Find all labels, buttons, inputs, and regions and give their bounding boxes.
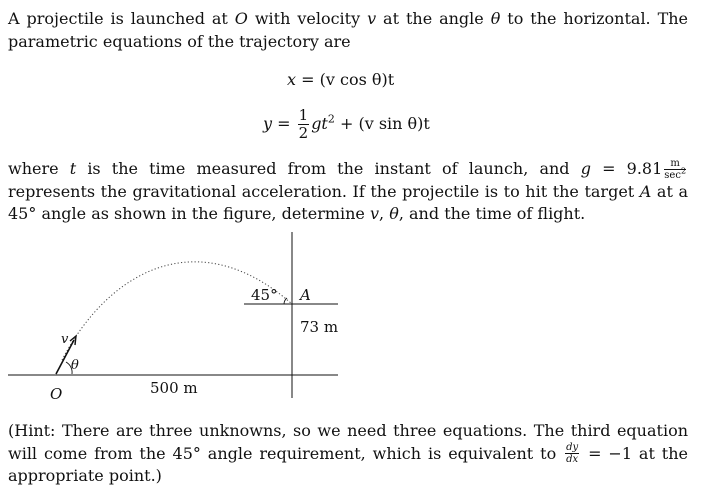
trajectory-diagram	[0, 228, 709, 414]
where-text-6: , and the time of flight.	[398, 204, 586, 223]
origin-label: O	[50, 385, 63, 403]
derivative-numerator	[565, 443, 579, 454]
intro-paragraph	[8, 8, 688, 53]
theta-label: θ	[71, 358, 79, 373]
equation-x	[287, 70, 394, 89]
trajectory-path	[62, 262, 292, 360]
x-equals: =	[301, 70, 315, 89]
hint-paragraph	[8, 420, 688, 488]
velocity-symbol: v	[367, 9, 377, 28]
gt-term: gt	[311, 114, 328, 133]
distance-label: 500 m	[150, 379, 198, 397]
unit-exponent: 2	[680, 166, 687, 176]
fraction-numerator: 1	[298, 106, 309, 124]
theta-symbol: θ	[490, 9, 501, 28]
t-symbol: t	[69, 159, 77, 178]
intro-text-2: with velocity	[247, 9, 368, 28]
v-symbol: v	[369, 204, 380, 223]
comma: ,	[379, 204, 390, 223]
theta-symbol-2: θ	[389, 204, 399, 223]
origin-symbol: O	[234, 9, 248, 28]
target-symbol: A	[639, 181, 652, 201]
unit-numerator: m	[664, 159, 686, 170]
t-exponent: 2	[327, 112, 335, 126]
where-text-1: where	[8, 159, 70, 178]
unit-fraction	[664, 159, 686, 181]
dx-symbol: dx	[566, 454, 579, 465]
derivative-denominator	[565, 454, 579, 465]
height-label: 73 m	[300, 318, 339, 336]
x-variable: x	[287, 70, 297, 89]
y-expression: + (v sin θ)t	[339, 114, 430, 133]
y-variable: y	[263, 114, 273, 133]
velocity-label: v	[61, 332, 69, 347]
angle-label: 45°	[251, 286, 278, 304]
fraction-denominator: 2	[298, 124, 309, 142]
trajectory-figure	[0, 228, 709, 414]
unit-sec: sec	[664, 169, 681, 181]
derivative-fraction	[565, 443, 579, 465]
dy-symbol: dy	[566, 442, 579, 453]
intro-text-3: at the angle	[376, 9, 491, 28]
equation-y	[263, 108, 430, 148]
where-text-4: represents the gravitational acceleration. If the projectile is to hit the target	[8, 181, 640, 201]
hint-text-1: (Hint: There are three unknowns, so we need three equations. The third equation will come from the 45° angle requirement, which is equivalent to	[8, 421, 688, 463]
x-expression: (v cos θ)t	[319, 70, 395, 89]
intro-text-1: A projectile is launched at	[8, 9, 235, 28]
g-symbol: g	[580, 159, 591, 178]
intro-text-4: to the horizontal. The parametric equations of the trajectory are	[8, 9, 689, 51]
one-half-fraction	[298, 108, 310, 141]
hint-text-2: = −1 at the appropriate point.)	[8, 443, 688, 485]
g-value: = 9.81	[590, 159, 663, 178]
unit-denominator	[664, 166, 687, 181]
where-text-5: at a 45° angle as shown in the figure, determine	[8, 181, 689, 223]
where-paragraph	[8, 158, 688, 226]
y-equals: =	[277, 114, 291, 133]
target-label: A	[300, 286, 311, 304]
where-text-2: is the time measured from the instant of launch, and	[76, 159, 581, 178]
impact-angle-arc	[284, 298, 287, 304]
